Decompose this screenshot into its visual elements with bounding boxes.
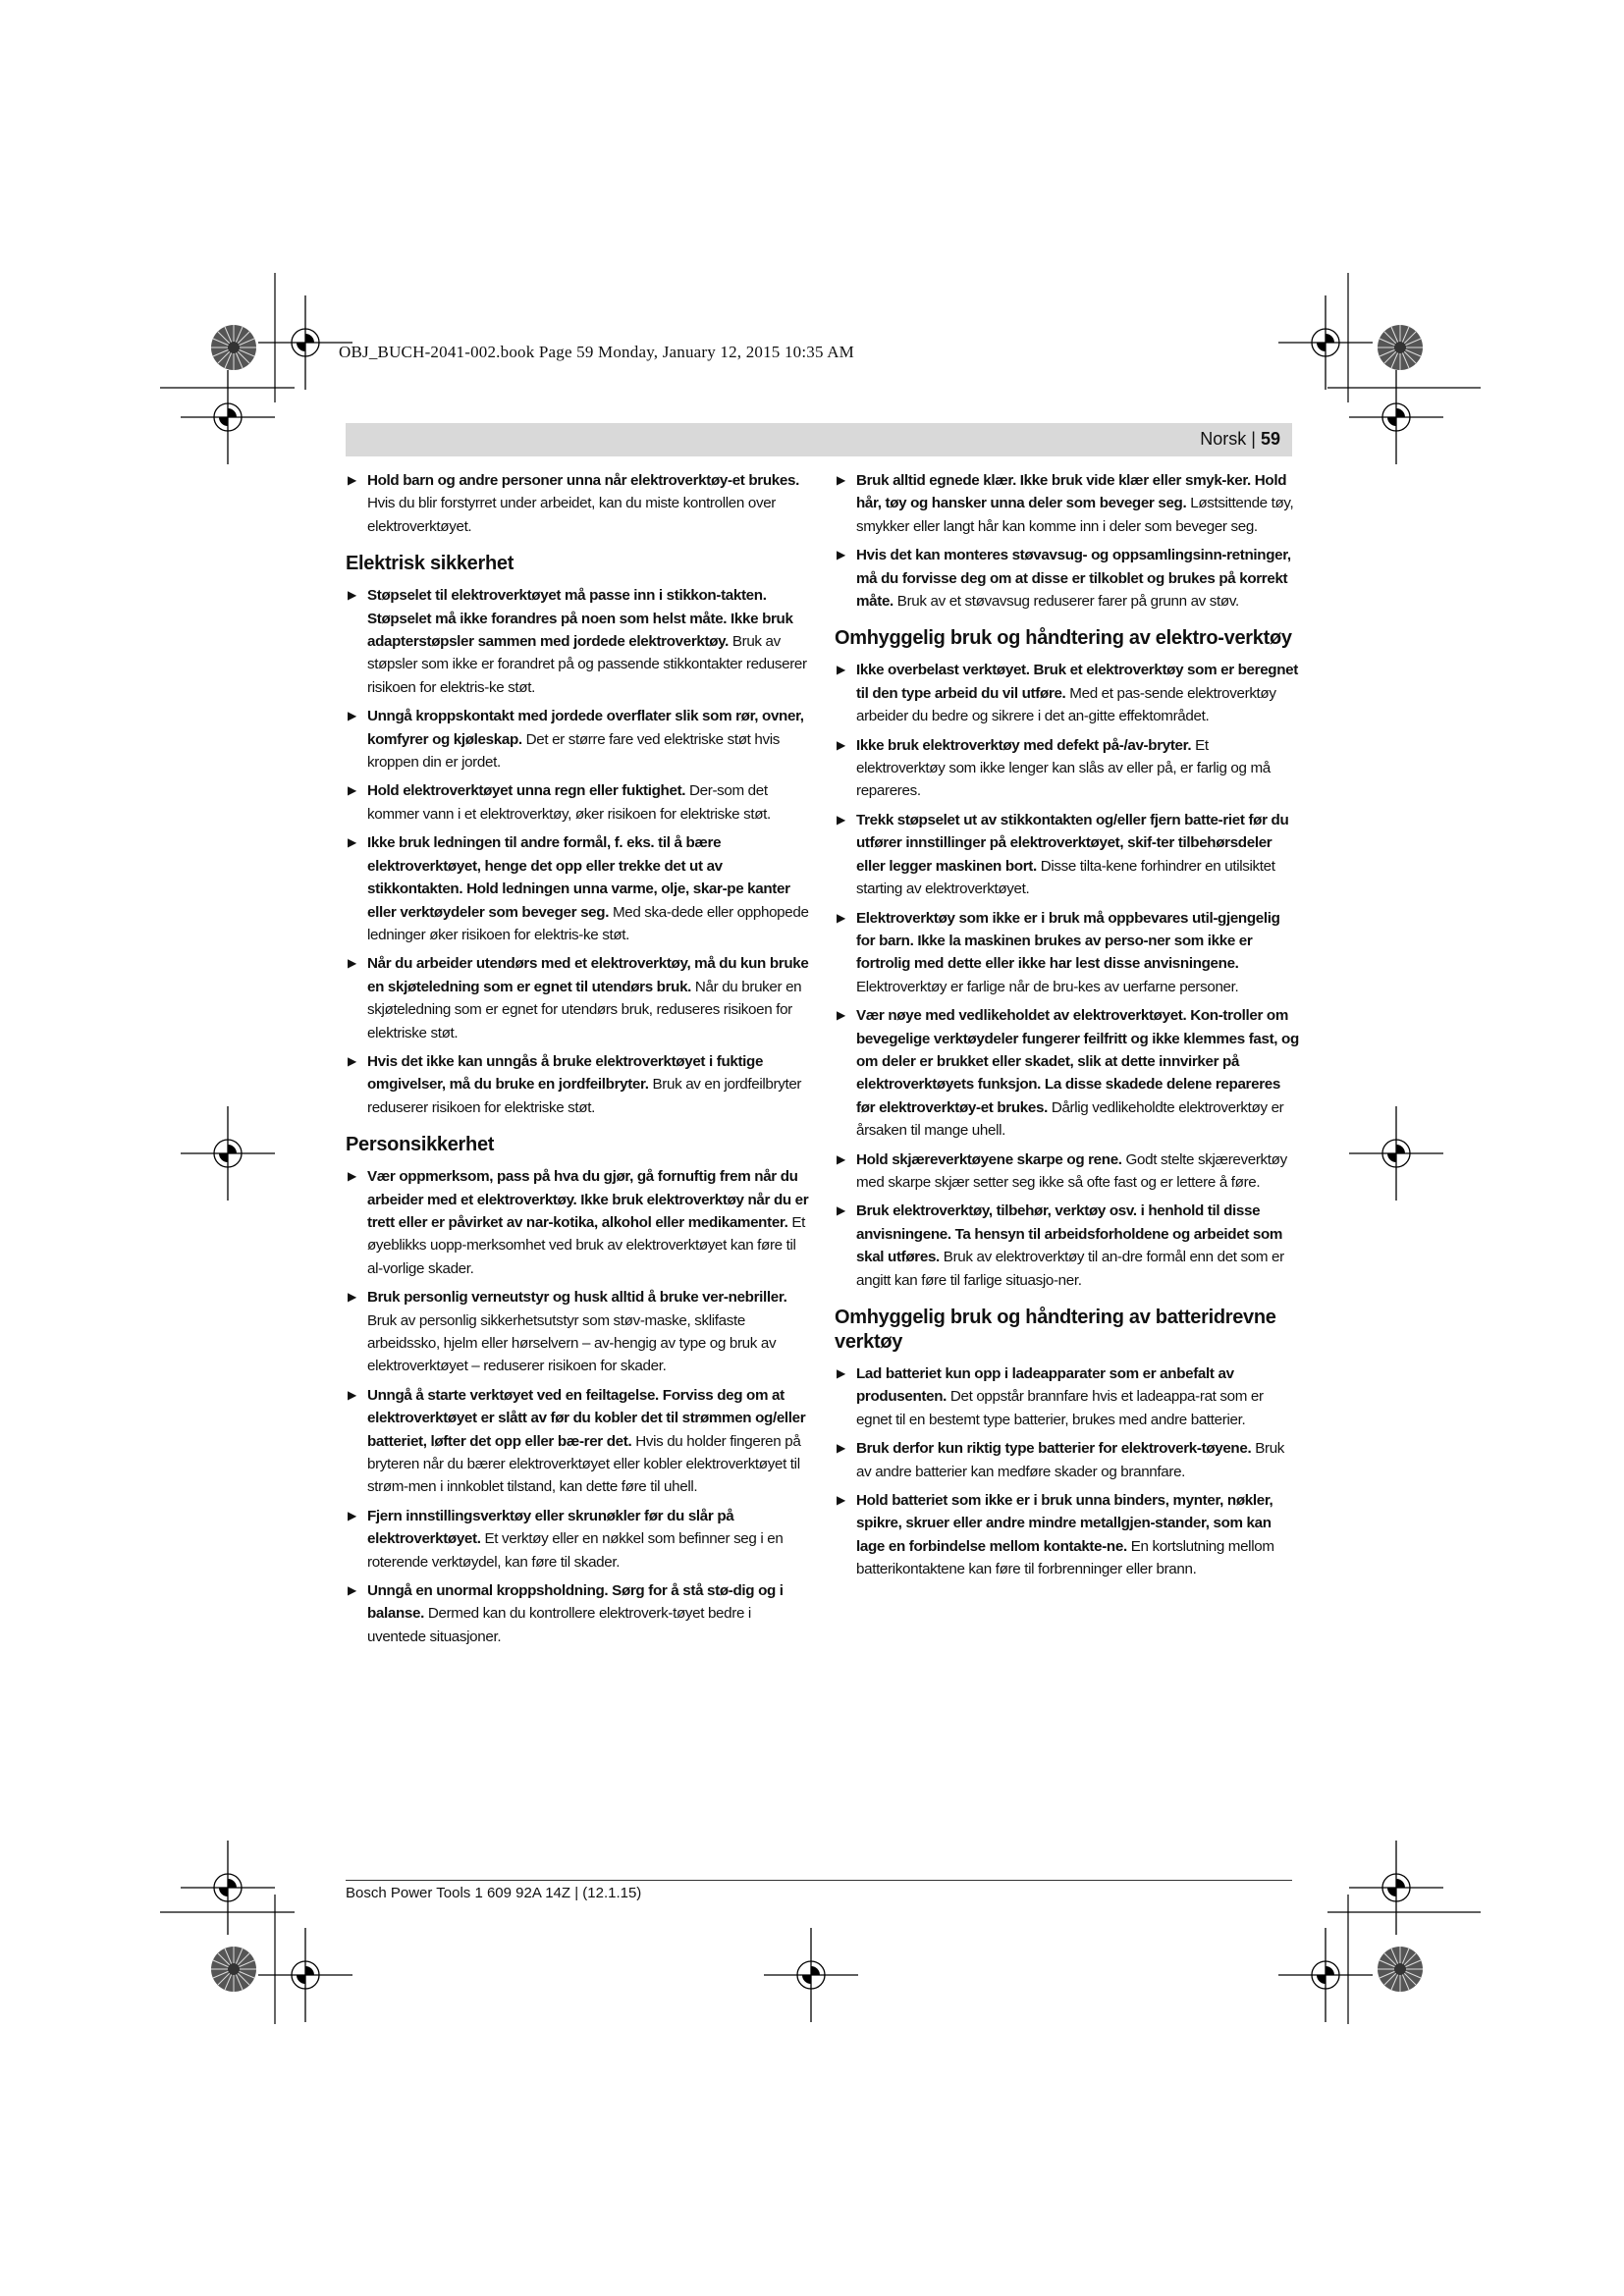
triangle-right-icon: ▶ <box>348 1053 356 1068</box>
list-item: ▶ Fjern innstillingsverktøy eller skrunøkler før du slår på elektroverktøyet. Et verktøy eller en nøkkel som befinner seg i en roterende verktøydel, kan føre til skader. <box>346 1505 811 1574</box>
list-item: ▶ Når du arbeider utendørs med et elektroverktøy, må du kun bruke en skjøteledning som er egnet til utendørs bruk. Når du bruker en skjøteledning som er egnet for utendørs bruk, reduseres risikoen for elektriske støt. <box>346 952 811 1044</box>
list-item: ▶ Bruk personlig verneutstyr og husk alltid å bruke ver-nebriller. Bruk av personlig sikkerhetsutstyr som støv-maske, sklifaste arbeidssko, hjelm eller hørselvern – av-hengig av type og bruk av elektroverktøyet – reduserer risikoen for skader. <box>346 1286 811 1378</box>
list-item: ▶ Hvis det ikke kan unngås å bruke elektroverktøyet i fuktige omgivelser, må du bruke en jordfeilbryter. Bruk av en jordfeilbryter reduserer risikoen for elektriske støt. <box>346 1050 811 1119</box>
triangle-right-icon: ▶ <box>348 835 356 850</box>
left-column <box>346 469 811 1654</box>
page-footer: Bosch Power Tools 1 609 92A 14Z | (12.1.15) <box>346 1885 642 1901</box>
list-item: ▶ Hvis det kan monteres støvavsug- og oppsamlingsinn-retninger, må du forvisse deg om at disse er tilkoblet og brukes på korrekt måte. Bruk av et støvavsug reduserer farer på grunn av støv. <box>835 544 1300 613</box>
triangle-right-icon: ▶ <box>348 783 356 798</box>
section-heading: Omhyggelig bruk og håndtering av elektro-verktøy <box>835 627 1292 650</box>
triangle-right-icon: ▶ <box>837 1151 845 1166</box>
header-separator: | <box>1251 429 1256 449</box>
list-item: ▶ Trekk støpselet ut av stikkontakten og/eller fjern batte-riet før du utfører innstillinger på elektroverktøyet, skif-ter tilbehørsdeler eller legger maskinen bort. Disse tilta-kene forhindrer en utilsiktet starting av elektroverktøyet. <box>835 809 1300 901</box>
triangle-right-icon: ▶ <box>837 1441 845 1456</box>
section-heading: Elektrisk sikkerhet <box>346 553 514 575</box>
list-item: ▶ Hold batteriet som ikke er i bruk unna binders, mynter, nøkler, spikre, skruer eller andre mindre metallgjen-stander, som kan lage en forbindelse mellom kontakte-ne. En kortslutning mellom batterikontaktene kan føre til forbrenninger eller brann. <box>835 1489 1300 1581</box>
list-item: ▶ Elektroverktøy som ikke er i bruk må oppbevares util-gjengelig for barn. Ikke la maskinen brukes av perso-ner som ikke er fortrolig med dette eller ikke har lest disse anvisningene. Elektroverktøy er farlige når de bru-kes av uerfarne personer. <box>835 907 1300 999</box>
triangle-right-icon: ▶ <box>837 473 845 487</box>
triangle-right-icon: ▶ <box>348 956 356 971</box>
section-heading: Omhyggelig bruk og håndtering av batteridrevne verktøy <box>835 1307 1276 1353</box>
list-item: ▶ Ikke bruk ledningen til andre formål, f. eks. til å bære elektroverktøyet, henge det opp eller trekke det ut av stikkontakten. Hold ledningen unna varme, olje, skar-pe kanter eller verktøydeler som beveger seg. Med ska-dede eller opphopede ledninger øker risikoen for elektris-ke støt. <box>346 831 811 946</box>
list-item: ▶ Hold elektroverktøyet unna regn eller fuktighet. Der-som det kommer vann i et elektroverktøy, øker risikoen for elektriske støt. <box>346 779 811 826</box>
triangle-right-icon: ▶ <box>348 473 356 487</box>
triangle-right-icon: ▶ <box>837 663 845 677</box>
footer-rule <box>346 1880 1292 1881</box>
header-language: Norsk <box>1200 429 1247 449</box>
list-item: ▶ Unngå kroppskontakt med jordede overflater slik som rør, ovner, komfyrer og kjøleskap. Det er større fare ved elektriske støt hvis kroppen din er jordet. <box>346 705 811 774</box>
triangle-right-icon: ▶ <box>348 1169 356 1184</box>
triangle-right-icon: ▶ <box>348 1387 356 1402</box>
printer-info-line: OBJ_BUCH-2041-002.book Page 59 Monday, January 12, 2015 10:35 AM <box>339 343 854 361</box>
page-number: 59 <box>1260 429 1280 449</box>
list-item: ▶ Ikke overbelast verktøyet. Bruk et elektroverktøy som er beregnet til den type arbeid du vil utføre. Med et pas-sende elektroverktøy arbeider du bedre og sikrere i det an-gitte effektområdet. <box>835 659 1300 727</box>
list-item: ▶ Bruk derfor kun riktig type batterier for elektroverk-tøyene. Bruk av andre batterier kan medføre skader og brannfare. <box>835 1437 1300 1483</box>
header-language-page <box>1200 429 1280 450</box>
triangle-right-icon: ▶ <box>837 737 845 752</box>
triangle-right-icon: ▶ <box>348 1508 356 1522</box>
triangle-right-icon: ▶ <box>837 548 845 562</box>
right-column <box>835 469 1300 1587</box>
triangle-right-icon: ▶ <box>837 1203 845 1218</box>
list-item: ▶ Bruk elektroverktøy, tilbehør, verktøy osv. i henhold til disse anvisningene. Ta hensyn til arbeidsforholdene og arbeidet som skal utføres. Bruk av elektroverktøy til an-dre formål enn det som er angitt kan føre til farlige situasjo-ner. <box>835 1200 1300 1292</box>
triangle-right-icon: ▶ <box>348 1290 356 1305</box>
section-heading: Personsikkerhet <box>346 1134 495 1156</box>
triangle-right-icon: ▶ <box>348 709 356 723</box>
triangle-right-icon: ▶ <box>837 1493 845 1508</box>
triangle-right-icon: ▶ <box>837 1008 845 1023</box>
list-item: ▶ Ikke bruk elektroverktøy med defekt på-/av-bryter. Et elektroverktøy som ikke lenger kan slås av eller på, er farlig og må repareres. <box>835 734 1300 803</box>
triangle-right-icon: ▶ <box>348 1583 356 1598</box>
triangle-right-icon: ▶ <box>837 910 845 925</box>
triangle-right-icon: ▶ <box>837 1366 845 1380</box>
list-item: ▶ Vær nøye med vedlikeholdet av elektroverktøyet. Kon-troller om bevegelige verktøydeler fungerer feilfritt og ikke klemmes fast, og om deler er brukket eller skadet, slik at dette innvirker på elektroverktøyets funksjon. La disse skadede delene repareres før elektroverktøy-et brukes. Dårlig vedlikeholdte elektroverktøy er årsaken til mange uhell. <box>835 1004 1300 1142</box>
triangle-right-icon: ▶ <box>348 588 356 603</box>
page-header <box>346 423 1292 456</box>
list-item: ▶ Unngå å starte verktøyet ved en feiltagelse. Forviss deg om at elektroverktøyet er slått av før du kobler det til strømmen og/eller batteriet, løfter det opp eller bæ-rer det. Hvis du holder fingeren på bryteren når du bærer elektroverktøyet eller kobler elektroverktøyet til strøm-men i innkoblet tilstand, kan dette føre til uhell. <box>346 1384 811 1499</box>
list-item: ▶ Vær oppmerksom, pass på hva du gjør, gå fornuftig frem når du arbeider med et elektroverktøy. Ikke bruk elektroverktøy når du er trett eller er påvirket av nar-kotika, alkohol eller medikamenter. Et øyeblikks uopp-merksomhet ved bruk av elektroverktøyet kan føre til al-vorlige skader. <box>346 1165 811 1280</box>
list-item: ▶ Hold barn og andre personer unna når elektroverktøy-et brukes. Hvis du blir forstyrret under arbeidet, kan du miste kontrollen over elektroverktøyet. <box>346 469 811 538</box>
triangle-right-icon: ▶ <box>837 812 845 827</box>
list-item: ▶ Hold skjæreverktøyene skarpe og rene. Godt stelte skjæreverktøy med skarpe skjær setter seg ikke så ofte fast og er lettere å føre. <box>835 1148 1300 1195</box>
list-item: ▶ Unngå en unormal kroppsholdning. Sørg for å stå stø-dig og i balanse. Dermed kan du kontrollere elektroverk-tøyet bedre i uventede situasjoner. <box>346 1579 811 1648</box>
list-item: ▶ Bruk alltid egnede klær. Ikke bruk vide klær eller smyk-ker. Hold hår, tøy og hansker unna deler som beveger seg. Løstsittende tøy, smykker eller langt hår kan komme inn i deler som beveger seg. <box>835 469 1300 538</box>
list-item: ▶ Støpselet til elektroverktøyet må passe inn i stikkon-takten. Støpselet må ikke forandres på noen som helst måte. Ikke bruk adapterstøpsler sammen med jordede elektroverktøy. Bruk av støpsler som ikke er forandret på og passende stikkontakter reduserer risikoen for elektris-ke støt. <box>346 584 811 699</box>
list-item: ▶ Lad batteriet kun opp i ladeapparater som er anbefalt av produsenten. Det oppstår brannfare hvis et ladeappa-rat som er egnet til en bestemt type batterier, brukes med andre batterier. <box>835 1362 1300 1431</box>
